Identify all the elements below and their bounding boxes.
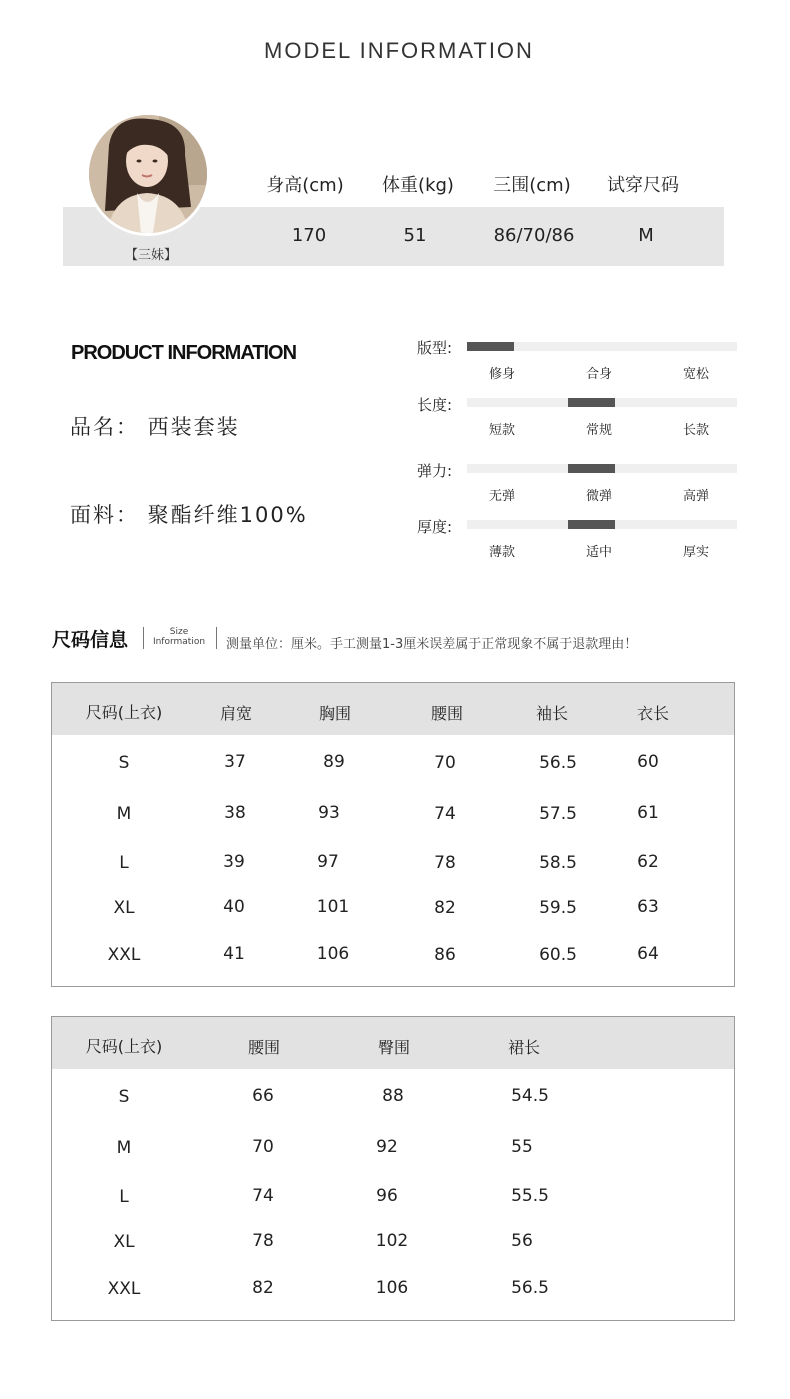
skirt-table-cell: L (119, 1187, 129, 1207)
skirt-table-cell: 92 (376, 1137, 398, 1157)
model-header-measurements: 三围(cm) (493, 175, 571, 196)
skirt-table-cell: 78 (252, 1231, 274, 1251)
top-table-header-cell: 尺码(上衣) (85, 703, 163, 722)
top-table-cell: 89 (323, 752, 345, 772)
model-value-height: 170 (291, 225, 327, 246)
product-name: 品名： 西装套装 (70, 415, 240, 439)
attr-length-indicator (568, 398, 615, 407)
skirt-table-cell: 96 (376, 1186, 398, 1206)
skirt-table-cell: 102 (375, 1231, 409, 1251)
size-info-divider (143, 627, 144, 649)
top-table-cell: 74 (434, 804, 456, 824)
top-table-header-cell: 腰围 (430, 704, 463, 723)
size-info-title: 尺码信息 (52, 629, 129, 651)
size-info-english (150, 627, 208, 647)
model-header-height: 身高(cm) (266, 175, 344, 196)
top-table-cell: 101 (316, 897, 350, 917)
top-table-header-cell: 胸围 (318, 704, 351, 723)
skirt-table-header-cell: 尺码(上衣) (85, 1037, 163, 1056)
top-table-cell: 93 (318, 803, 340, 823)
skirt-table-cell: 55 (511, 1137, 533, 1157)
attr-length-option: 长款 (682, 423, 709, 438)
model-info-title: MODEL INFORMATION (264, 38, 534, 63)
size-info-divider (216, 627, 217, 649)
attr-fit-indicator (467, 342, 514, 351)
skirt-table-cell: 54.5 (511, 1086, 549, 1106)
top-table-cell: 61 (637, 803, 659, 823)
top-table-header-cell: 衣长 (636, 704, 669, 723)
top-table-cell: XXL (107, 945, 141, 965)
skirt-table-cell: 70 (252, 1137, 274, 1157)
attr-thickness-option: 薄款 (488, 545, 515, 560)
skirt-table-header-cell: 臀围 (377, 1038, 410, 1057)
top-table-cell: 86 (434, 945, 456, 965)
top-table-cell: 62 (637, 852, 659, 872)
top-table-cell: 56.5 (539, 753, 577, 773)
attr-length-option: 常规 (585, 423, 612, 438)
skirt-size-table (51, 1016, 735, 1321)
top-table-cell: XL (113, 898, 135, 918)
model-value-measurements: 86/70/86 (493, 225, 575, 246)
skirt-table-cell: S (118, 1087, 130, 1107)
top-table-cell: L (119, 853, 129, 873)
top-table-cell: 39 (223, 852, 245, 872)
model-avatar (86, 112, 210, 236)
top-table-cell: 64 (637, 944, 659, 964)
top-table-cell: 37 (224, 752, 246, 772)
top-table-cell: S (118, 753, 130, 773)
skirt-table-header-cell: 腰围 (247, 1038, 280, 1057)
model-header-size: 试穿尺码 (607, 175, 679, 196)
top-table-cell: 58.5 (539, 853, 577, 873)
skirt-table-cell: XL (113, 1232, 135, 1252)
attr-length-track (467, 398, 737, 407)
attr-length-label: 长度: (417, 396, 453, 414)
attr-fit-option: 修身 (488, 367, 515, 382)
skirt-table-cell: 56 (511, 1231, 533, 1251)
product-info-title: PRODUCT INFORMATION (71, 342, 297, 364)
top-table-cell: 40 (223, 897, 245, 917)
attr-elasticity-indicator (568, 464, 615, 473)
attr-elasticity-option: 无弹 (488, 489, 515, 504)
skirt-table-cell: 56.5 (511, 1278, 549, 1298)
attr-fit-option: 合身 (585, 367, 612, 382)
model-value-size: M (638, 225, 654, 246)
attr-thickness-indicator (568, 520, 615, 529)
size-info-en-bottom: Information (152, 637, 206, 647)
skirt-table-cell: 74 (252, 1186, 274, 1206)
model-name: 【三妹】 (124, 248, 177, 263)
top-table-cell: 78 (434, 853, 456, 873)
attr-thickness-option: 适中 (585, 545, 612, 560)
attr-elasticity-option: 微弹 (585, 489, 612, 504)
model-photo-icon (89, 115, 207, 233)
top-table-cell: 60.5 (539, 945, 577, 965)
top-table-cell: 41 (223, 944, 245, 964)
size-info-note: 测量单位：厘米。手工测量1-3厘米误差属于正常现象不属于退款理由！ (226, 637, 638, 652)
top-table-header-cell: 肩宽 (219, 704, 252, 723)
top-size-table (51, 682, 735, 987)
attr-thickness-label: 厚度: (417, 518, 453, 536)
top-table-cell: M (116, 804, 132, 824)
top-table-cell: 57.5 (539, 804, 577, 824)
top-table-cell: 82 (434, 898, 456, 918)
top-table-cell: 70 (434, 753, 456, 773)
top-table-header-cell: 袖长 (535, 704, 568, 723)
attr-thickness-option: 厚实 (682, 545, 709, 560)
skirt-table-cell: 55.5 (511, 1186, 549, 1206)
skirt-table-cell: 82 (252, 1278, 274, 1298)
attr-elasticity-track (467, 464, 737, 473)
skirt-table-cell: M (116, 1138, 132, 1158)
top-table-cell: 97 (317, 852, 339, 872)
top-table-cell: 106 (316, 944, 350, 964)
product-fabric: 面料： 聚酯纤维100% (70, 503, 308, 527)
attr-fit-track (467, 342, 737, 351)
attr-fit-option: 宽松 (682, 367, 709, 382)
skirt-table-cell: XXL (107, 1279, 141, 1299)
top-table-cell: 59.5 (539, 898, 577, 918)
skirt-table-header-cell: 裙长 (507, 1038, 540, 1057)
top-table-cell: 60 (637, 752, 659, 772)
model-value-weight: 51 (403, 225, 427, 246)
attr-thickness-track (467, 520, 737, 529)
model-header-weight: 体重(kg) (382, 175, 454, 196)
size-info-en-top: Size (169, 627, 189, 637)
top-table-cell: 38 (224, 803, 246, 823)
attr-elasticity-option: 高弹 (682, 489, 709, 504)
attr-elasticity-label: 弹力: (417, 462, 453, 480)
skirt-table-cell: 88 (382, 1086, 404, 1106)
attr-length-option: 短款 (488, 423, 515, 438)
attr-fit-label: 版型: (417, 339, 453, 357)
skirt-table-cell: 106 (375, 1278, 409, 1298)
top-table-cell: 63 (637, 897, 659, 917)
skirt-table-cell: 66 (252, 1086, 274, 1106)
